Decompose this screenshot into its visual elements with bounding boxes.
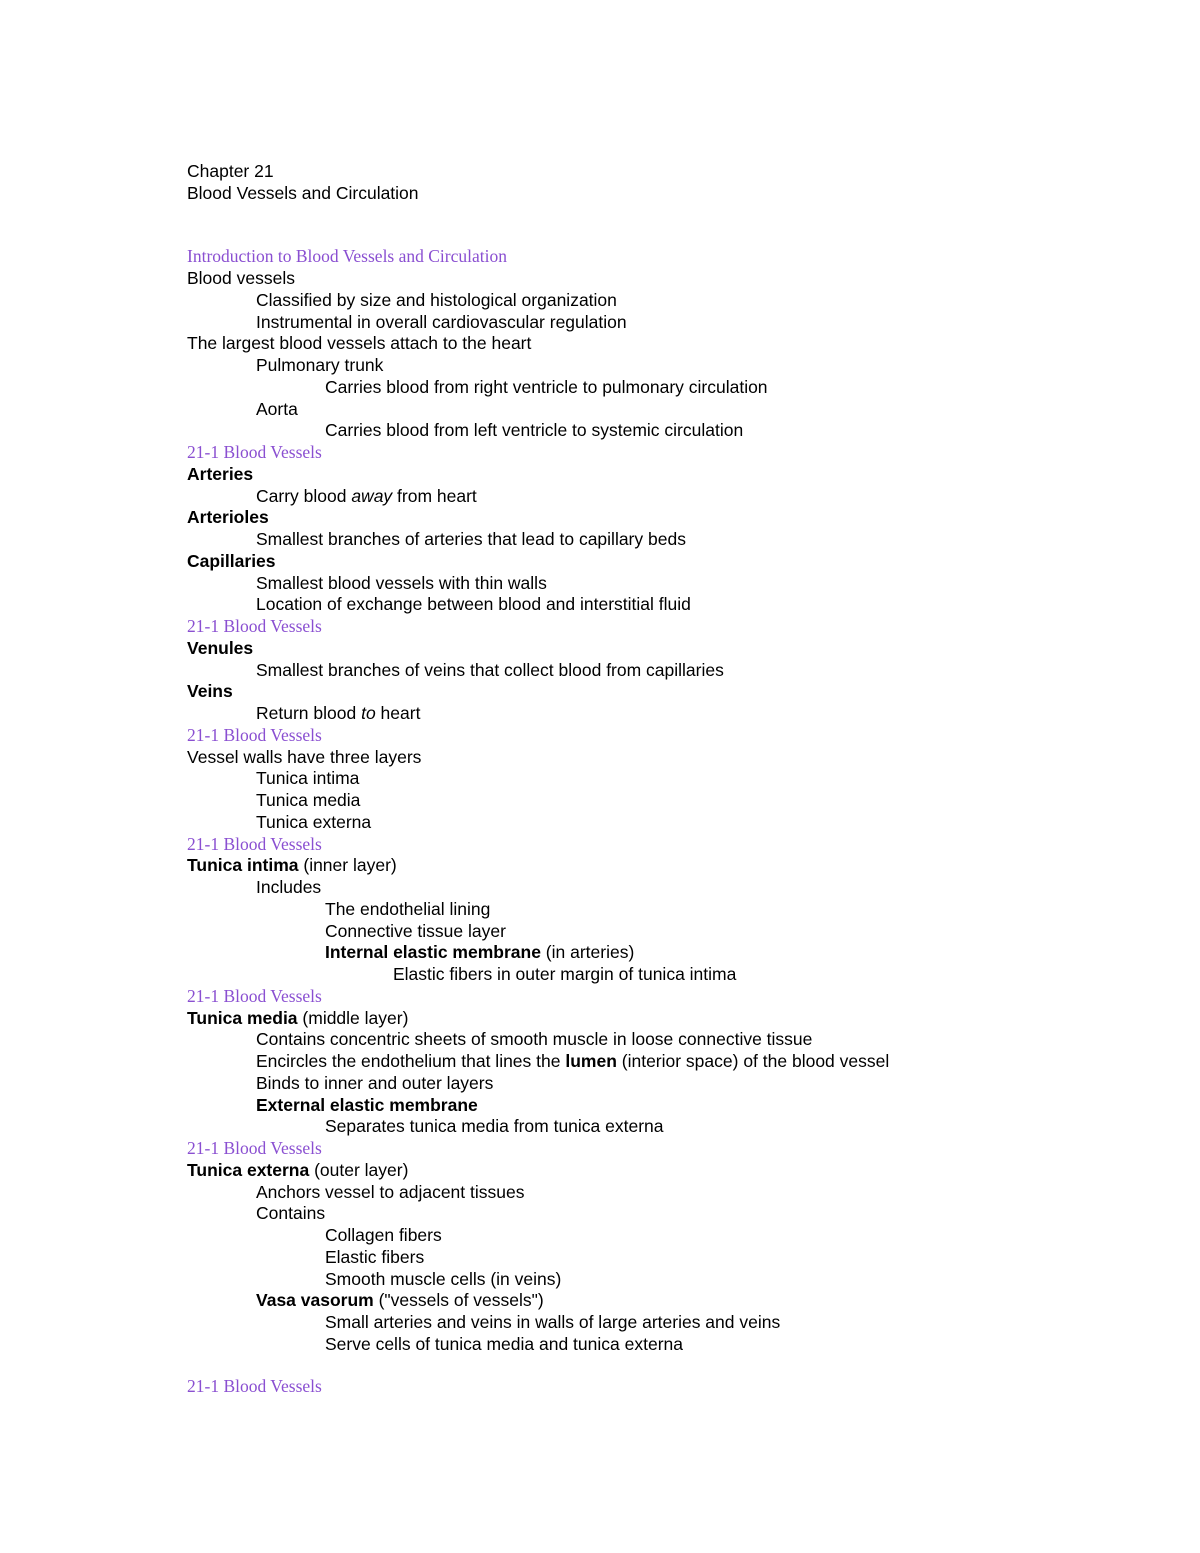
outline-item: Elastic fibers in outer margin of tunica intima xyxy=(393,964,737,984)
spacer xyxy=(187,205,1147,227)
outline-item: Smallest branches of arteries that lead to capillary beds xyxy=(256,529,686,549)
text: from heart xyxy=(392,485,477,506)
spacer xyxy=(187,1356,1147,1376)
outline-item: Contains xyxy=(256,1203,326,1224)
text: (outer layer) xyxy=(309,1159,409,1180)
outline-item: Vessel walls have three layers xyxy=(187,746,422,767)
chapter-title: Blood Vessels and Circulation xyxy=(187,182,419,203)
term: Arterioles xyxy=(187,507,269,528)
term: Vasa vasorum xyxy=(256,1290,374,1311)
text: Return blood xyxy=(256,703,362,723)
chapter-number: Chapter 21 xyxy=(187,161,274,181)
section-heading: 21-1 Blood Vessels xyxy=(187,985,322,1006)
outline-item: The endothelial lining xyxy=(325,898,491,919)
document-content xyxy=(187,161,1147,1397)
section-heading: 21-1 Blood Vessels xyxy=(187,442,322,462)
outline-item: Tunica externa xyxy=(256,811,372,832)
text: heart xyxy=(375,703,421,723)
section-heading: 21-1 Blood Vessels xyxy=(187,724,322,745)
emphasis: away xyxy=(351,485,393,506)
term: Tunica intima xyxy=(187,855,299,876)
outline-item: Small arteries and veins in walls of large arteries and veins xyxy=(325,1312,781,1332)
text: (middle layer) xyxy=(297,1007,409,1028)
section-heading: 21-1 Blood Vessels xyxy=(187,616,322,636)
emphasis: to xyxy=(361,703,376,723)
outline-item xyxy=(187,486,1147,508)
outline-item: Instrumental in overall cardiovascular regulation xyxy=(256,311,627,332)
term: External elastic membrane xyxy=(256,1094,478,1115)
outline-item: Elastic fibers xyxy=(325,1246,425,1267)
outline-item: Tunica intima xyxy=(256,768,360,789)
outline-item: Classified by size and histological organization xyxy=(256,289,617,310)
term: Internal elastic membrane xyxy=(325,942,541,963)
outline-item xyxy=(187,638,1147,660)
outline-item: Pulmonary trunk xyxy=(256,355,384,375)
text: ("vessels of vessels") xyxy=(373,1290,544,1311)
section-heading-intro: Introduction to Blood Vessels and Circulation xyxy=(187,246,507,267)
text: (interior space) of the blood vessel xyxy=(616,1051,890,1071)
term: Veins xyxy=(187,681,233,702)
outline-item: Separates tunica media from tunica externa xyxy=(325,1116,664,1137)
outline-item xyxy=(187,681,1147,703)
outline-item: Tunica media xyxy=(256,790,361,810)
outline-item xyxy=(187,1095,1147,1117)
outline-item: Blood vessels xyxy=(187,268,295,288)
term: Tunica externa xyxy=(187,1159,310,1180)
outline-item: Binds to inner and outer layers xyxy=(256,1072,494,1093)
term: Tunica media xyxy=(187,1007,298,1028)
outline-item: Collagen fibers xyxy=(325,1225,442,1245)
outline-item xyxy=(187,1008,1147,1030)
outline-item: Contains concentric sheets of smooth muscle in loose connective tissue xyxy=(256,1029,813,1050)
outline-item xyxy=(187,1290,1147,1312)
term: lumen xyxy=(565,1051,617,1071)
outline-item xyxy=(187,1160,1147,1182)
outline-item: Aorta xyxy=(256,398,298,419)
section-heading: 21-1 Blood Vessels xyxy=(187,1138,322,1158)
outline-item: Connective tissue layer xyxy=(325,920,506,941)
outline-item: The largest blood vessels attach to the heart xyxy=(187,333,532,354)
outline-item: Carries blood from left ventricle to systemic circulation xyxy=(325,420,744,441)
outline-item xyxy=(187,942,1147,964)
term: Capillaries xyxy=(187,550,276,571)
spacer xyxy=(187,226,1147,246)
outline-item: Serve cells of tunica media and tunica externa xyxy=(325,1333,683,1354)
term: Venules xyxy=(187,637,254,658)
text: (in arteries) xyxy=(540,942,635,963)
outline-item: Smallest blood vessels with thin walls xyxy=(256,572,547,593)
outline-item: Smallest branches of veins that collect blood from capillaries xyxy=(256,659,724,680)
outline-item xyxy=(187,855,1147,877)
outline-item xyxy=(187,464,1147,486)
outline-item: Carries blood from right ventricle to pulmonary circulation xyxy=(325,376,768,397)
outline-item xyxy=(187,551,1147,573)
outline-item: Location of exchange between blood and interstitial fluid xyxy=(256,594,691,615)
outline-item xyxy=(187,507,1147,529)
term: Arteries xyxy=(187,463,254,484)
text: (inner layer) xyxy=(298,855,397,876)
text: Encircles the endothelium that lines the xyxy=(256,1051,566,1071)
outline-item xyxy=(187,1051,1147,1073)
section-heading: 21-1 Blood Vessels xyxy=(187,833,322,854)
outline-item: Anchors vessel to adjacent tissues xyxy=(256,1181,525,1202)
section-heading: 21-1 Blood Vessels xyxy=(187,1375,322,1396)
outline-item xyxy=(187,703,1147,725)
outline-item: Includes xyxy=(256,877,322,897)
text: Carry blood xyxy=(256,485,352,506)
outline-item: Smooth muscle cells (in veins) xyxy=(325,1268,562,1289)
